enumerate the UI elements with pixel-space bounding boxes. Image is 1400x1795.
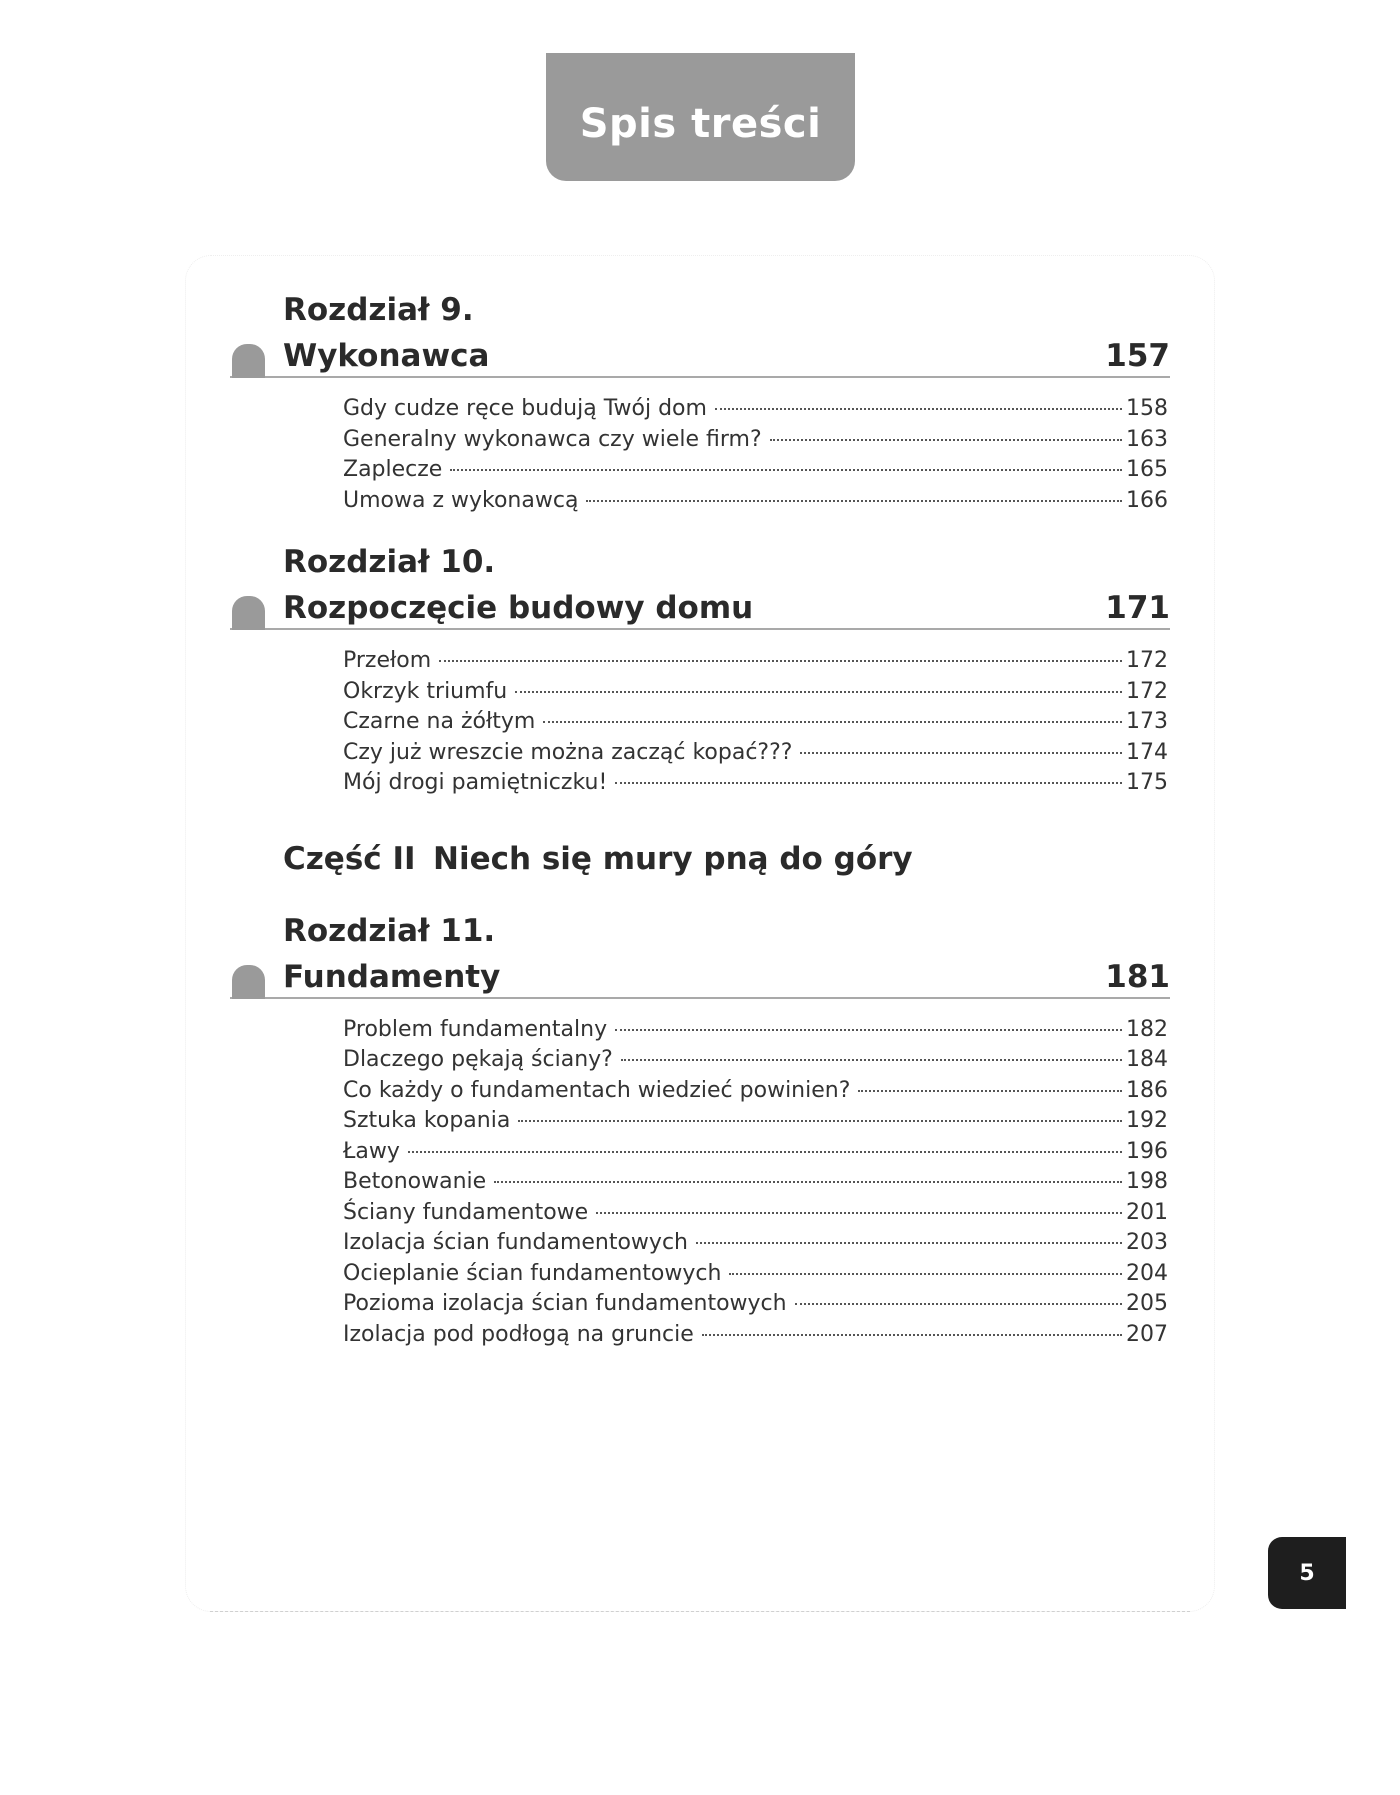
toc-entry-page: 166 — [1126, 487, 1168, 513]
dot-leader — [596, 1212, 1122, 1214]
chapter-page-number: 171 — [1105, 590, 1170, 626]
toc-entry-title: Generalny wykonawca czy wiele firm? — [343, 426, 762, 452]
chapter-label: Rozdział 10. — [283, 544, 496, 580]
dot-leader — [770, 439, 1122, 441]
toc-entry-title: Okrzyk triumfu — [343, 678, 508, 704]
toc-entry-page: 172 — [1126, 648, 1168, 673]
toc-entry-page: 198 — [1126, 1169, 1168, 1194]
section-list — [343, 1015, 1168, 1351]
dot-leader — [696, 1242, 1122, 1244]
dot-leader — [543, 721, 1122, 723]
toc-entry-title: Izolacja ścian fundamentowych — [343, 1230, 688, 1255]
toc-entry-page: 158 — [1126, 396, 1168, 421]
chapter-title[interactable]: Rozpoczęcie budowy domu — [283, 590, 754, 626]
chapter-9 — [230, 288, 1170, 516]
toc-entry[interactable] — [343, 455, 1168, 486]
toc-entry[interactable] — [343, 1289, 1168, 1320]
toc-entry[interactable] — [343, 1228, 1168, 1259]
dot-leader — [729, 1273, 1122, 1275]
page-number: 5 — [1299, 1560, 1315, 1586]
toc-entry-page: 186 — [1126, 1077, 1168, 1103]
section-list — [343, 394, 1168, 516]
dot-leader — [515, 691, 1122, 693]
chapter-title-row — [230, 584, 1170, 630]
toc-entry-page: 192 — [1126, 1108, 1168, 1133]
dot-leader — [615, 782, 1122, 784]
section-list — [343, 646, 1168, 799]
toc-entry-title: Co każdy o fundamentach wiedzieć powinien? — [343, 1077, 851, 1103]
toc-entry-page: 165 — [1126, 457, 1168, 482]
toc-entry[interactable] — [343, 677, 1168, 708]
toc-entry-title: Zaplecze — [343, 457, 443, 482]
frame-bottom-rule — [210, 1611, 1190, 1612]
toc-entry-page: 203 — [1126, 1230, 1168, 1255]
toc-entry-page: 175 — [1126, 770, 1168, 795]
toc-entry[interactable] — [343, 707, 1168, 738]
chapter-title[interactable]: Wykonawca — [283, 338, 490, 374]
dot-leader — [800, 752, 1122, 754]
chapter-page-number: 181 — [1105, 958, 1170, 995]
header-tab — [546, 53, 855, 181]
toc-entry-title: Sztuka kopania — [343, 1108, 511, 1133]
toc-entry-title: Betonowanie — [343, 1169, 487, 1194]
toc-entry-title: Ściany fundamentowe — [343, 1199, 589, 1225]
toc-entry-title: Czy już wreszcie można zacząć kopać??? — [343, 739, 793, 765]
chapter-title-row — [230, 953, 1170, 999]
toc-entry-page: 174 — [1126, 739, 1168, 765]
toc-entry[interactable] — [343, 425, 1168, 456]
toc-entry-page: 163 — [1126, 426, 1168, 452]
table-of-contents — [230, 288, 1170, 1374]
dot-leader — [586, 500, 1122, 502]
dot-leader — [494, 1181, 1122, 1183]
toc-entry[interactable] — [343, 646, 1168, 677]
tab-marker-icon — [232, 344, 265, 378]
chapter-title[interactable]: Fundamenty — [283, 958, 501, 995]
toc-entry[interactable] — [343, 1167, 1168, 1198]
chapter-label: Rozdział 9. — [283, 292, 474, 328]
toc-entry-title: Czarne na żółtym — [343, 709, 536, 734]
toc-entry-title: Ławy — [343, 1138, 400, 1164]
toc-entry-title: Pozioma izolacja ścian fundamentowych — [343, 1291, 787, 1316]
page-number-tab — [1268, 1537, 1346, 1609]
toc-entry[interactable] — [343, 394, 1168, 425]
chapter-page-number: 157 — [1105, 338, 1170, 374]
toc-entry-page: 173 — [1126, 709, 1168, 734]
dot-leader — [408, 1151, 1122, 1153]
dot-leader — [795, 1303, 1122, 1305]
toc-entry-page: 182 — [1126, 1016, 1168, 1042]
tab-marker-icon — [232, 965, 265, 999]
toc-entry-title: Dlaczego pękają ściany? — [343, 1047, 613, 1072]
part-label: Część II — [283, 840, 416, 877]
dot-leader — [615, 1029, 1122, 1031]
part-heading[interactable] — [283, 839, 1170, 879]
toc-entry-page: 184 — [1126, 1047, 1168, 1072]
toc-entry-page: 201 — [1126, 1199, 1168, 1225]
toc-entry[interactable] — [343, 1137, 1168, 1168]
chapter-11 — [230, 909, 1170, 1351]
part-title: Niech się mury pną do góry — [433, 840, 913, 877]
dot-leader — [858, 1090, 1122, 1092]
toc-entry-title: Mój drogi pamiętniczku! — [343, 770, 608, 795]
toc-entry[interactable] — [343, 1015, 1168, 1046]
toc-entry[interactable] — [343, 768, 1168, 799]
toc-entry-page: 207 — [1126, 1321, 1168, 1347]
chapter-label: Rozdział 11. — [283, 912, 496, 949]
toc-entry-title: Gdy cudze ręce budują Twój dom — [343, 396, 707, 421]
toc-entry-title: Przełom — [343, 648, 432, 673]
chapter-10 — [230, 540, 1170, 799]
toc-entry-title: Izolacja pod podłogą na gruncie — [343, 1321, 694, 1347]
dot-leader — [518, 1120, 1122, 1122]
toc-entry[interactable] — [343, 486, 1168, 517]
toc-entry-page: 205 — [1126, 1291, 1168, 1316]
toc-entry-page: 204 — [1126, 1260, 1168, 1286]
toc-entry-title: Problem fundamentalny — [343, 1016, 608, 1042]
toc-entry[interactable] — [343, 1076, 1168, 1107]
toc-entry[interactable] — [343, 1045, 1168, 1076]
toc-entry-page: 172 — [1126, 678, 1168, 704]
toc-entry[interactable] — [343, 1320, 1168, 1351]
toc-entry-title: Umowa z wykonawcą — [343, 487, 579, 513]
toc-entry-title: Ocieplanie ścian fundamentowych — [343, 1260, 722, 1286]
toc-entry[interactable] — [343, 1198, 1168, 1229]
dot-leader — [715, 408, 1122, 410]
page-title: Spis treści — [579, 101, 822, 147]
dot-leader — [439, 660, 1122, 662]
toc-entry[interactable] — [343, 1259, 1168, 1290]
chapter-title-row — [230, 332, 1170, 378]
toc-entry[interactable] — [343, 738, 1168, 769]
toc-entry-page: 196 — [1126, 1138, 1168, 1164]
tab-marker-icon — [232, 596, 265, 630]
dot-leader — [621, 1059, 1122, 1061]
dot-leader — [702, 1334, 1122, 1336]
dot-leader — [450, 469, 1122, 471]
toc-entry[interactable] — [343, 1106, 1168, 1137]
